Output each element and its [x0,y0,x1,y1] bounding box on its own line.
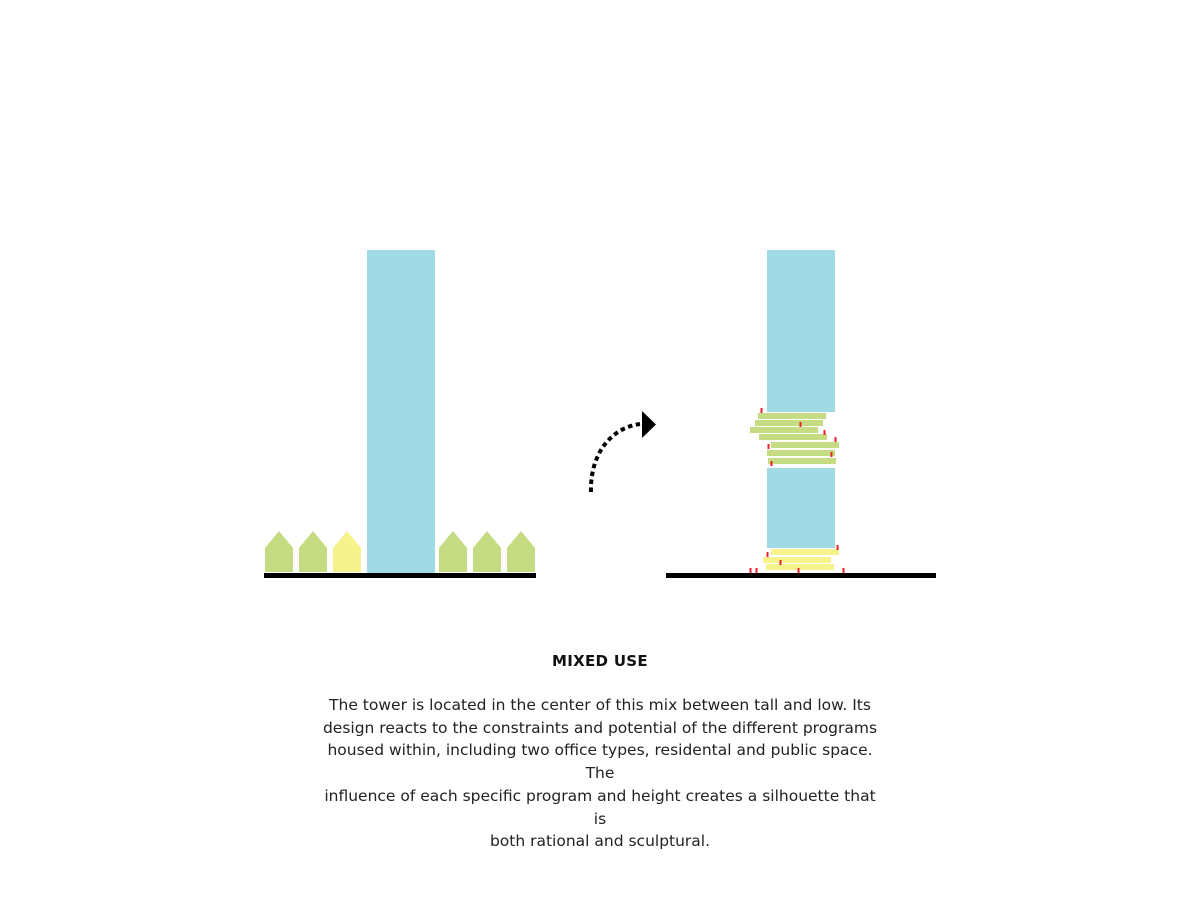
red-marker [761,408,763,413]
red-marker [767,552,769,557]
public-slab [766,564,834,570]
ground-line [666,573,936,578]
office-slab [755,420,823,426]
office-slab [767,450,835,456]
house-green [439,531,467,572]
public-slab [763,557,831,563]
before-diagram [264,250,536,578]
office-slab [758,413,826,419]
office-slab [771,442,839,448]
red-marker [756,568,758,573]
red-marker [750,568,752,573]
tower-block [367,250,435,573]
caption-line: housed within, including two office types, residental and public space. The [327,741,873,783]
red-marker [771,461,773,466]
red-marker [843,568,845,573]
red-marker [768,444,770,449]
red-marker [837,545,839,550]
caption-body [318,694,882,853]
office-slab [750,427,818,433]
house-yellow [333,531,361,572]
after-diagram [666,250,936,578]
house-green [473,531,501,572]
ground-line [264,573,536,578]
house-green [507,531,535,572]
red-marker [780,560,782,565]
tower-middle-block [767,468,835,548]
red-marker [800,422,802,427]
caption-title: MIXED USE [552,652,648,670]
arrow-dotted-curve [591,424,640,492]
house-green [265,531,293,572]
caption-line: influence of each specific program and height creates a silhouette that is [324,786,876,828]
caption-line: design reacts to the constraints and potential of the different programs [322,718,878,737]
red-marker [831,452,833,457]
caption-line: both rational and sculptural. [489,832,711,851]
red-marker [798,568,800,573]
office-slab [759,434,827,440]
red-marker [824,430,826,435]
arrow-head-icon [642,411,656,438]
house-green [299,531,327,572]
transform-arrow [591,411,656,492]
caption-line: The tower is located in the center of this mix between tall and low. Its [329,696,871,714]
red-marker [835,437,837,442]
tower-upper-block [767,250,835,412]
public-slab [771,549,839,555]
office-slab [768,458,836,464]
